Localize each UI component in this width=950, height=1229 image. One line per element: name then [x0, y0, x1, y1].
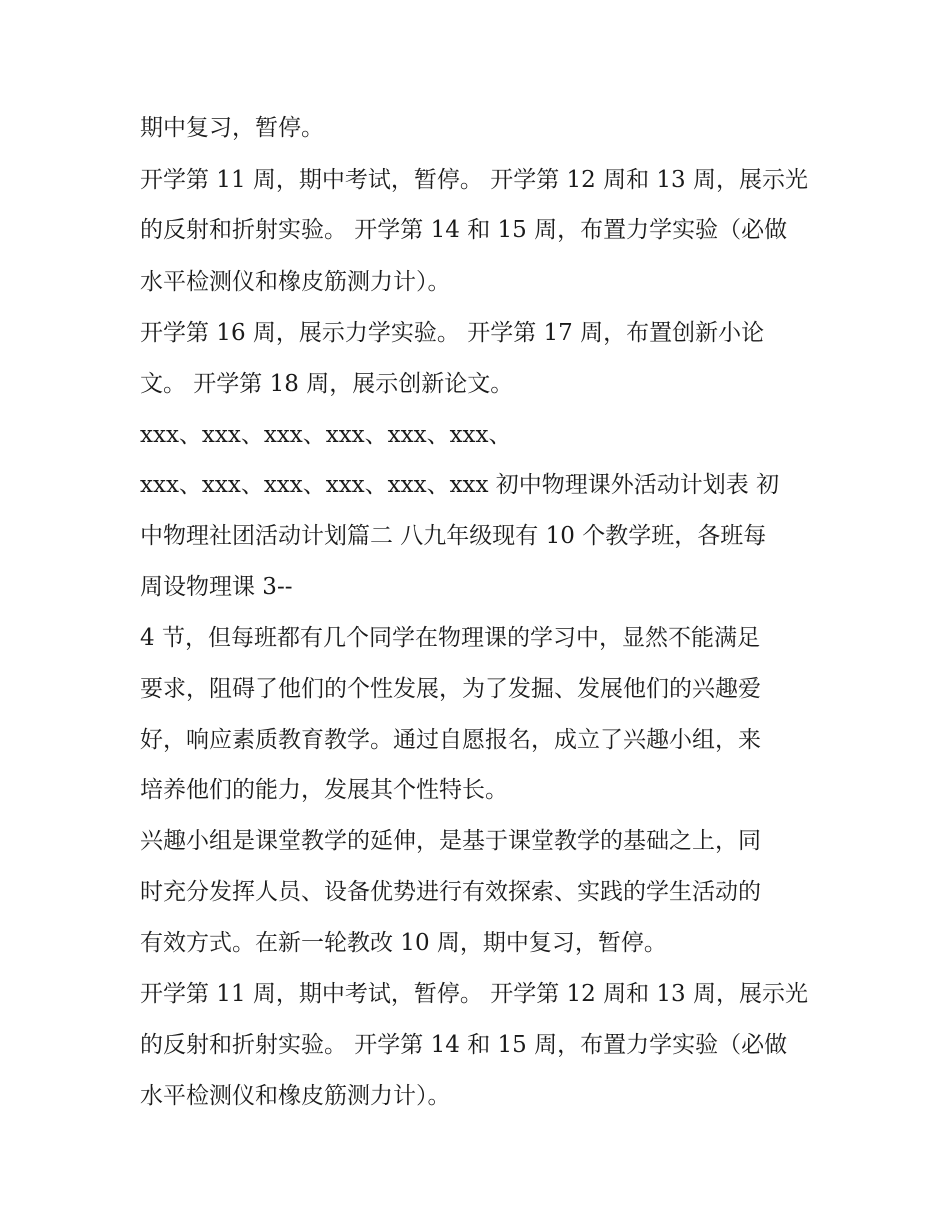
text-line: 兴趣小组是课堂教学的延伸，是基于课堂教学的基础之上，同 — [140, 828, 761, 854]
text-line: 的反射和折射实验。 开学第 14 和 15 周，布置力学实验（必做 — [140, 217, 788, 243]
text-line: xxx、xxx、xxx、xxx、xxx、xxx 初中物理课外活动计划表 初 — [140, 472, 780, 498]
text-line: 中物理社团活动计划篇二 八九年级现有 10 个教学班，各班每 — [140, 523, 767, 549]
text-line: 水平检测仪和橡皮筋测力计）。 — [140, 1083, 451, 1109]
text-line: 好，响应素质教育教学。通过自愿报名，成立了兴趣小组，来 — [140, 727, 761, 753]
text-line: 开学第 11 周，期中考试，暂停。 开学第 12 周和 13 周，展示光 — [140, 167, 808, 193]
text-line: 有效方式。在新一轮教改 10 周，期中复习，暂停。 — [140, 930, 667, 956]
text-line: 文。 开学第 18 周，展示创新论文。 — [140, 371, 514, 397]
text-line: 水平检测仪和橡皮筋测力计）。 — [140, 269, 451, 295]
text-line: 要求，阻碍了他们的个性发展，为了发掘、发展他们的兴趣爱 — [140, 676, 761, 702]
text-line: 的反射和折射实验。 开学第 14 和 15 周，布置力学实验（必做 — [140, 1032, 788, 1058]
text-line: 培养他们的能力，发展其个性特长。 — [140, 777, 508, 803]
text-line: 开学第 11 周，期中考试，暂停。 开学第 12 周和 13 周，展示光 — [140, 981, 808, 1007]
text-line: xxx、xxx、xxx、xxx、xxx、xxx、 — [140, 422, 512, 448]
text-line: 4 节，但每班都有几个同学在物理课的学习中，显然不能满足 — [140, 625, 760, 651]
text-line: 时充分发挥人员、设备优势进行有效探索、实践的学生活动的 — [140, 879, 761, 905]
text-line: 周设物理课 3-- — [140, 574, 293, 600]
text-line: 期中复习，暂停。 — [140, 115, 324, 141]
text-line: 开学第 16 周，展示力学实验。 开学第 17 周，布置创新小论 — [140, 320, 765, 346]
